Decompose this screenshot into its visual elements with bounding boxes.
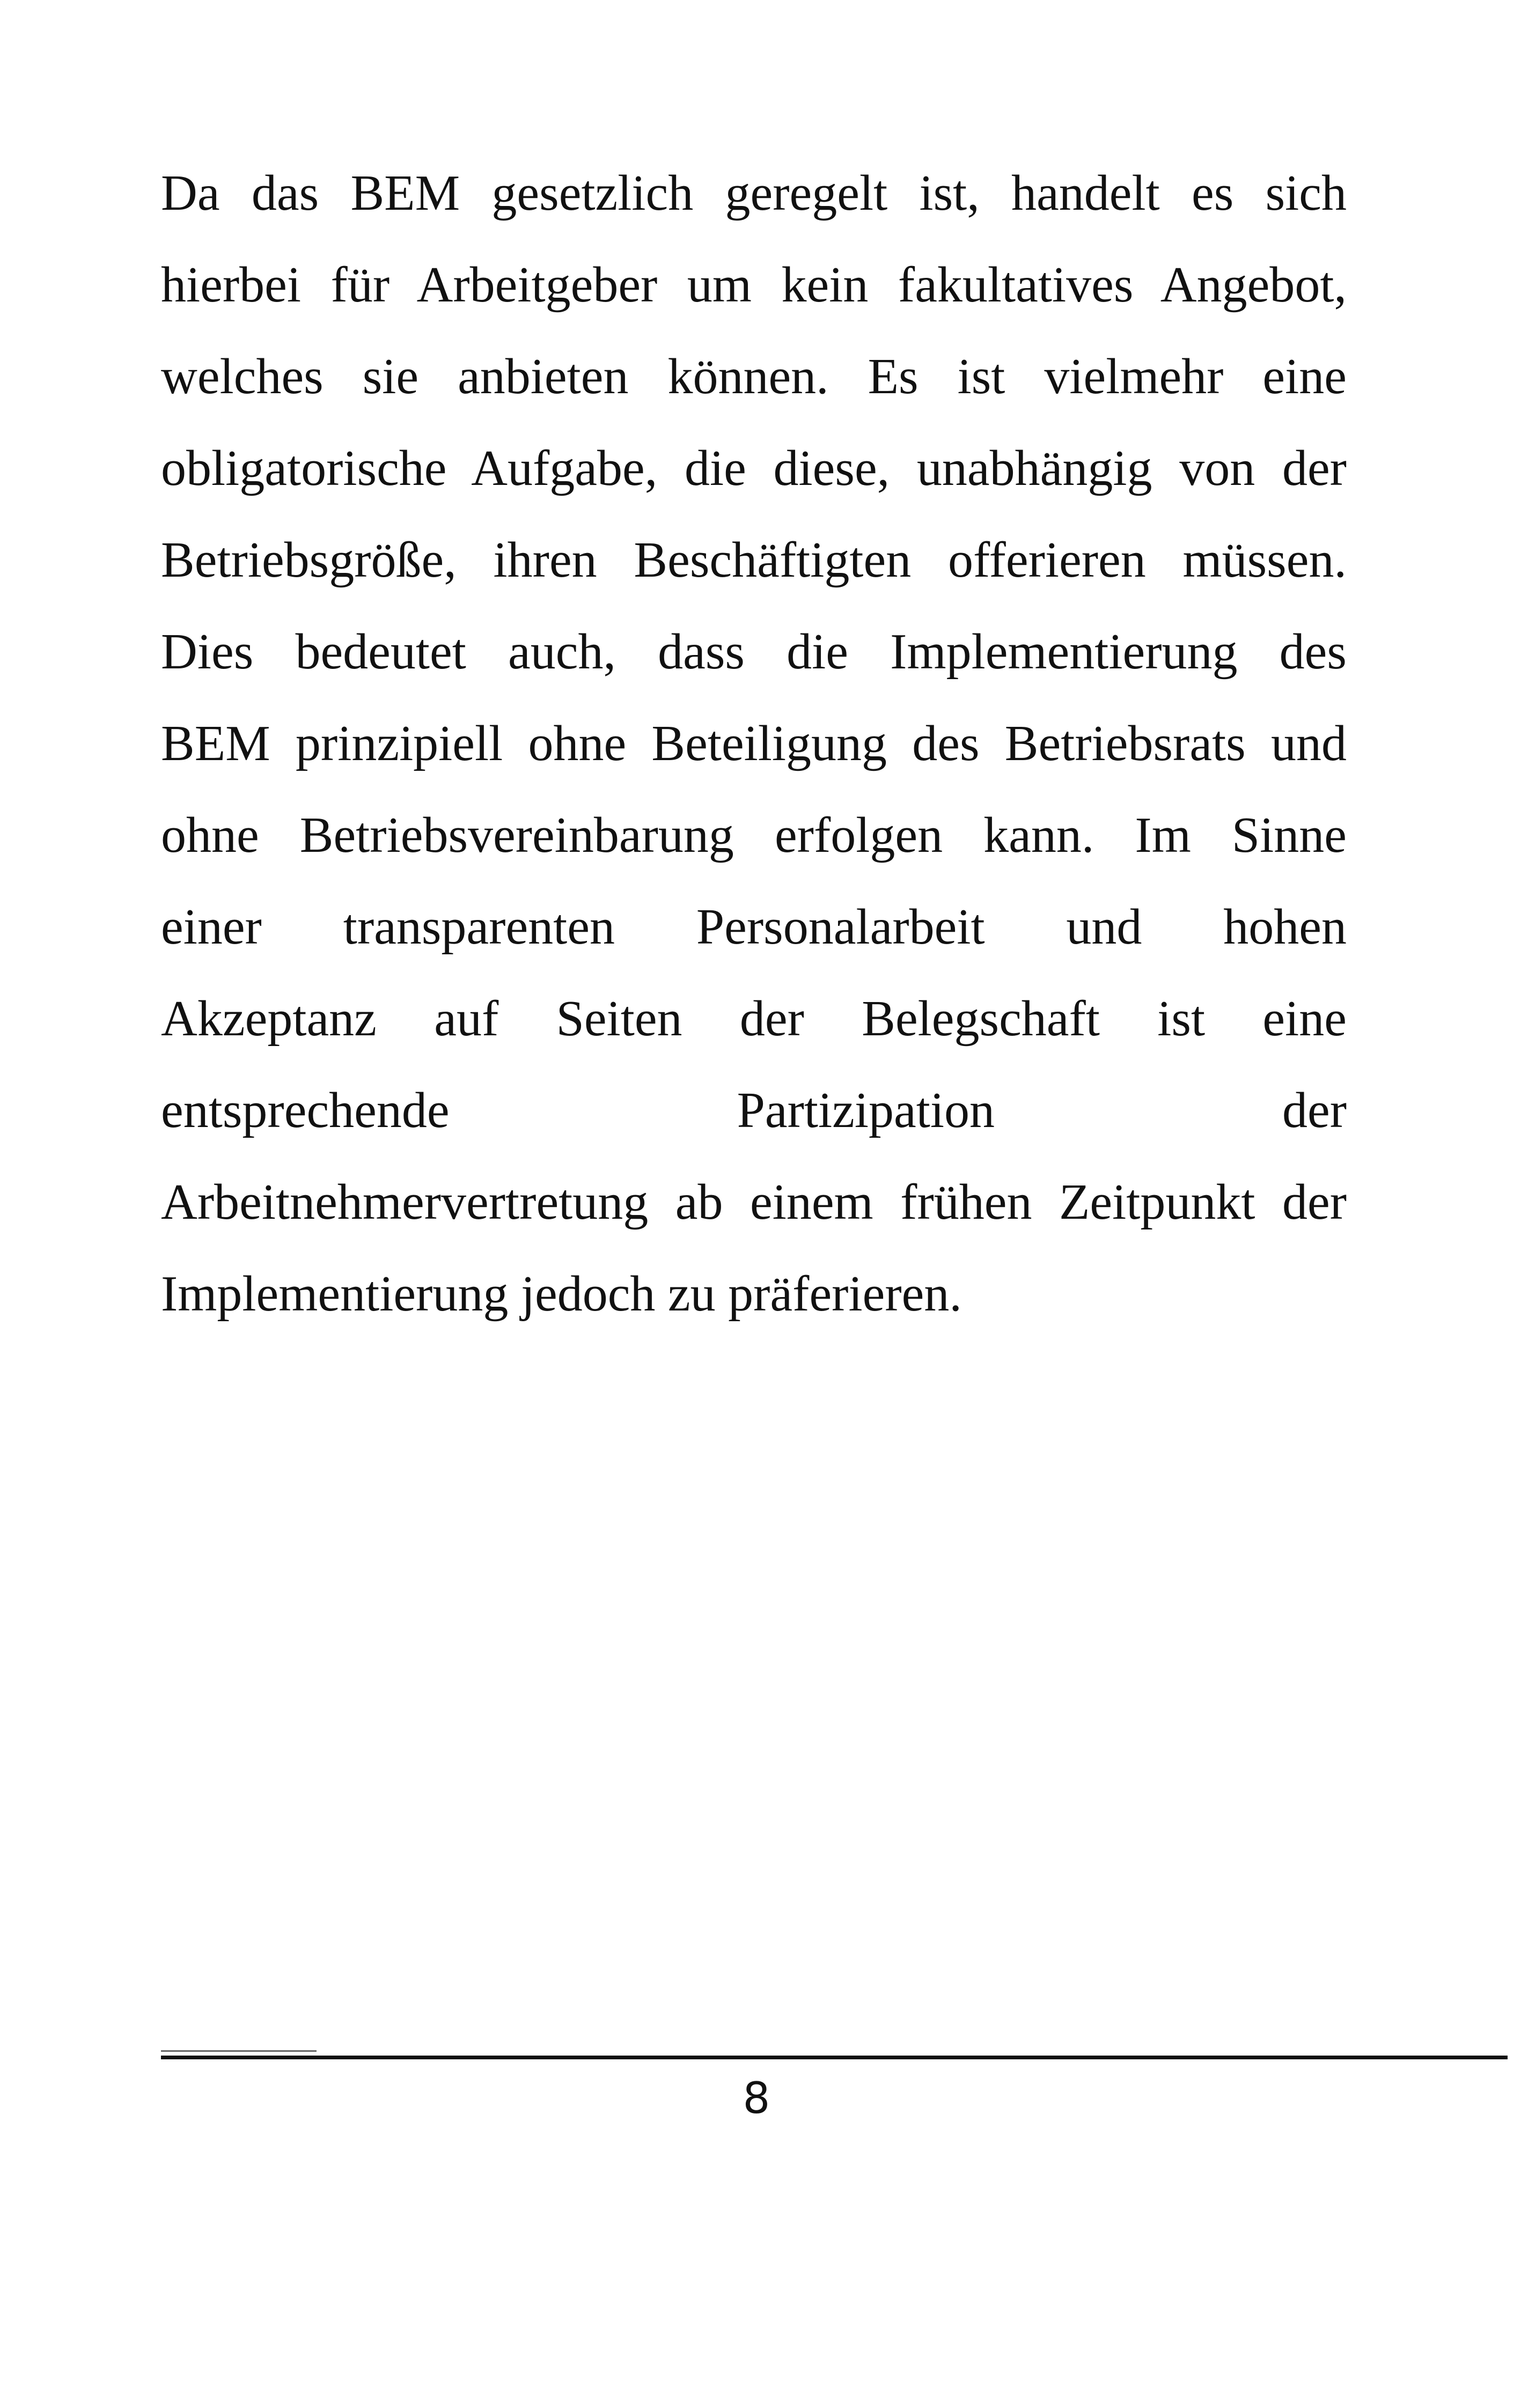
footer-divider: [161, 2056, 1508, 2059]
paragraph-line: Arbeitnehmervertretung ab einem frühen Zeitpunkt der: [161, 1174, 1347, 1230]
paragraph-line: einer transparenten Personalarbeit und hohen: [161, 899, 1347, 955]
page-number: 8: [743, 2073, 770, 2123]
paragraph-line: Betriebsgröße, ihren Beschäftigten offerieren müssen.: [161, 532, 1347, 588]
paragraph-line: Da das BEM gesetzlich geregelt ist, handelt es sich: [161, 165, 1347, 221]
paragraph-line: Implementierung jedoch zu präferieren.: [161, 1266, 962, 1322]
paragraph-line: welches sie anbieten können. Es ist vielmehr eine: [161, 349, 1347, 404]
paragraph-line: ohne Betriebsvereinbarung erfolgen kann. Im Sinne: [161, 807, 1347, 863]
body-paragraph: [161, 148, 1347, 1340]
paragraph-line: BEM prinzipiell ohne Beteiligung des Betriebsrats und: [161, 716, 1347, 771]
paragraph-line: Dies bedeutet auch, dass die Implementierung des: [161, 624, 1347, 680]
paragraph-line: hierbei für Arbeitgeber um kein fakultatives Angebot,: [161, 257, 1347, 313]
paragraph-line: Akzeptanz auf Seiten der Belegschaft ist eine: [161, 991, 1347, 1047]
footer-rule-accent: [161, 2050, 317, 2052]
paragraph-line: entsprechende Partizipation der: [161, 1083, 1347, 1138]
paragraph-line: obligatorische Aufgabe, die diese, unabhängig von der: [161, 440, 1347, 496]
